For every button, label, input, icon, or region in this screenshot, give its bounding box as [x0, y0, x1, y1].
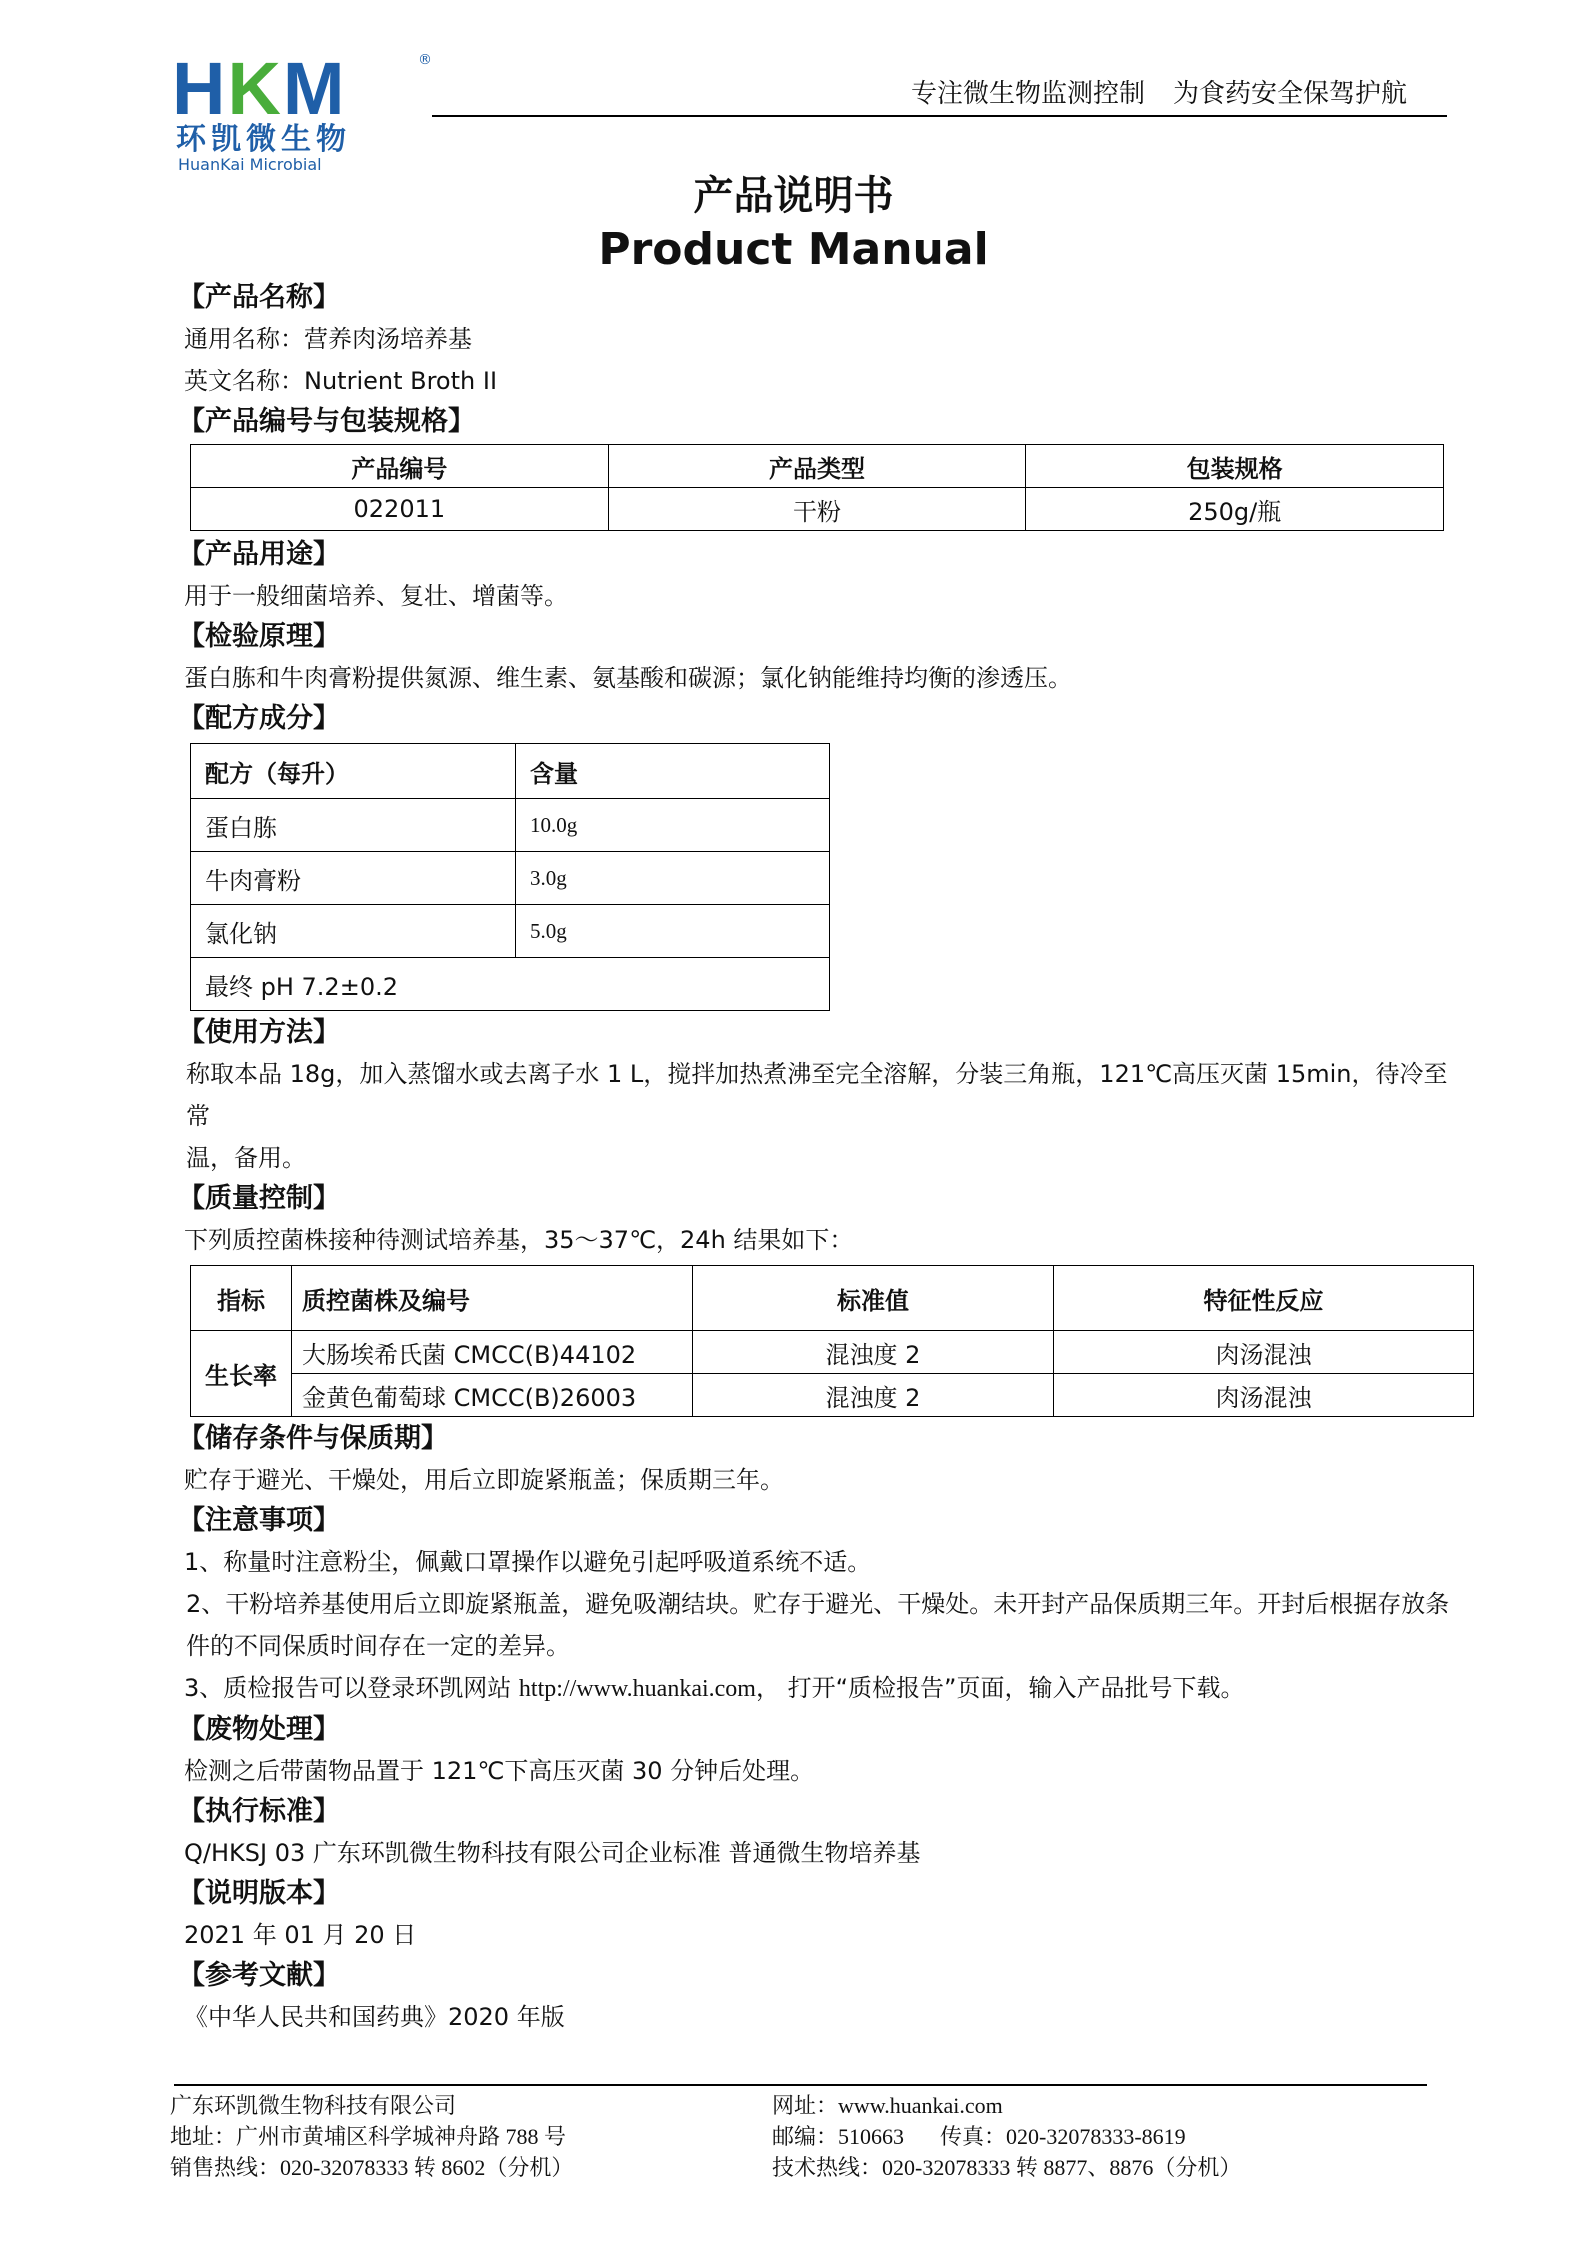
- section-heading-notes: 【注意事项】: [178, 1505, 340, 1536]
- logo-english-name: HuanKai Microbial: [178, 155, 322, 174]
- footer-contact-row: [772, 2121, 1241, 2152]
- section-heading-disposal: 【废物处理】: [178, 1714, 340, 1745]
- page-title-english: Product Manual: [598, 224, 989, 275]
- ingredient-cell: 蛋白胨: [191, 799, 516, 852]
- qc-table: [190, 1265, 1474, 1417]
- header-divider: [432, 115, 1447, 117]
- storage-text: 贮存于避光、干燥处，用后立即旋紧瓶盖；保质期三年。: [184, 1466, 784, 1494]
- note-2-line-2: 件的不同保质时间存在一定的差异。: [186, 1632, 570, 1660]
- logo-chinese-name: 环凯微生物: [176, 122, 351, 157]
- footer-left: [170, 2090, 573, 2183]
- note-1: 1、称量时注意粉尘，佩戴口罩操作以避免引起呼吸道系统不适。: [184, 1548, 872, 1576]
- footer-fax: 传真：020-32078333-8619: [940, 2124, 1186, 2149]
- usage-text: 用于一般细菌培养、复壮、增菌等。: [184, 582, 568, 610]
- spec-table: [190, 444, 1444, 531]
- slogan-part-1: 专注微生物监测控制: [910, 79, 1145, 109]
- note-3-suffix: ， 打开“质检报告”页面，输入产品批号下载。: [755, 1674, 1245, 1702]
- footer-divider: [174, 2084, 1427, 2086]
- ingredient-cell: 牛肉膏粉: [191, 852, 516, 905]
- standard-value-cell: 混浊度 2: [693, 1331, 1054, 1374]
- note-3-prefix: 3、质检报告可以登录环凯网站: [184, 1674, 519, 1702]
- amount-cell: 10.0g: [516, 799, 830, 852]
- table-header-cell: 质控菌株及编号: [292, 1266, 693, 1331]
- footer-right: [772, 2090, 1241, 2183]
- amount-cell: 3.0g: [516, 852, 830, 905]
- note-2-line-1: 2、干粉培养基使用后立即旋紧瓶盖，避免吸潮结块。贮存于避光、干燥处。未开封产品保质期三年。开封后根据存放条: [186, 1590, 1450, 1618]
- method-text: [178, 1053, 1456, 1179]
- table-row: [191, 1331, 1474, 1374]
- company-logo: [172, 47, 432, 174]
- slogan: [911, 78, 1407, 110]
- table-header-cell: 包装规格: [1026, 445, 1444, 488]
- standard-value-cell: 混浊度 2: [693, 1374, 1054, 1417]
- section-heading-spec: 【产品编号与包装规格】: [178, 406, 475, 437]
- product-code-cell: 022011: [191, 488, 609, 531]
- final-ph-cell: 最终 pH 7.2±0.2: [191, 958, 830, 1011]
- references-text: 《中华人民共和国药典》2020 年版: [184, 2003, 565, 2031]
- section-heading-standard: 【执行标准】: [178, 1796, 340, 1827]
- table-header-cell: 产品编号: [191, 445, 609, 488]
- english-name: 英文名称：Nutrient Broth II: [184, 367, 498, 395]
- section-heading-version: 【说明版本】: [178, 1878, 340, 1909]
- section-heading-references: 【参考文献】: [178, 1960, 340, 1991]
- table-row: [191, 799, 830, 852]
- formula-table: [190, 743, 830, 1011]
- ingredient-cell: 氯化钠: [191, 905, 516, 958]
- table-header-cell: 产品类型: [608, 445, 1026, 488]
- logo-mark: [172, 47, 347, 130]
- principle-text: 蛋白胨和牛肉膏粉提供氮源、维生素、氨基酸和碳源；氯化钠能维持均衡的渗透压。: [184, 664, 1072, 692]
- table-row: [191, 488, 1444, 531]
- table-row: [191, 852, 830, 905]
- version-text: 2021 年 01 月 20 日: [184, 1921, 417, 1949]
- footer-website[interactable]: 网址：www.huankai.com: [772, 2093, 1003, 2118]
- reaction-cell: 肉汤混浊: [1054, 1374, 1474, 1417]
- strain-cell: 大肠埃希氏菌 CMCC(B)44102: [292, 1331, 693, 1374]
- section-heading-product-name: 【产品名称】: [178, 282, 340, 313]
- slogan-part-2: 为食药安全保驾护航: [1172, 79, 1407, 109]
- page-title-chinese: 产品说明书: [693, 173, 894, 219]
- footer-postcode: 邮编：510663: [772, 2124, 905, 2149]
- table-header-cell: 特征性反应: [1054, 1266, 1474, 1331]
- registered-mark: ®: [418, 52, 432, 68]
- table-header-row: [191, 445, 1444, 488]
- qc-intro: 下列质控菌株接种待测试培养基，35～37℃，24h 结果如下：: [184, 1226, 854, 1254]
- table-header-row: [191, 744, 830, 799]
- table-row: [191, 1374, 1474, 1417]
- section-heading-qc: 【质量控制】: [178, 1183, 340, 1214]
- table-header-cell: 含量: [516, 744, 830, 799]
- section-heading-method: 【使用方法】: [178, 1017, 340, 1048]
- footer-address: 地址：广州市黄埔区科学城神舟路 788 号: [170, 2124, 567, 2149]
- section-heading-storage: 【储存条件与保质期】: [178, 1423, 448, 1454]
- footer-sales-hotline: 销售热线：020-32078333 转 8602（分机）: [170, 2155, 574, 2180]
- strain-cell: 金黄色葡萄球 CMCC(B)26003: [292, 1374, 693, 1417]
- indicator-cell: 生长率: [191, 1331, 292, 1417]
- note-2: [178, 1583, 1456, 1667]
- method-line-1: 称取本品 18g，加入蒸馏水或去离子水 1 L，搅拌加热煮沸至完全溶解，分装三角瓶，121℃高压灭菌 15min，待冷至常: [186, 1060, 1448, 1130]
- reaction-cell: 肉汤混浊: [1054, 1331, 1474, 1374]
- table-header-cell: 配方（每升）: [191, 744, 516, 799]
- table-row: [191, 958, 830, 1011]
- logo-mark-text: HKM: [172, 47, 347, 130]
- section-heading-formula: 【配方成分】: [178, 703, 340, 734]
- table-header-cell: 标准值: [693, 1266, 1054, 1331]
- table-row: [191, 905, 830, 958]
- method-line-2: 温，备用。: [186, 1144, 306, 1172]
- table-header-cell: 指标: [191, 1266, 292, 1331]
- disposal-text: 检测之后带菌物品置于 121℃下高压灭菌 30 分钟后处理。: [184, 1757, 815, 1785]
- section-heading-usage: 【产品用途】: [178, 539, 340, 570]
- standard-text: Q/HKSJ 03 广东环凯微生物科技有限公司企业标准 普通微生物培养基: [184, 1839, 921, 1867]
- note-3: [178, 1667, 1456, 1710]
- section-heading-principle: 【检验原理】: [178, 621, 340, 652]
- footer-tech-hotline: 技术热线：020-32078333 转 8877、8876（分机）: [772, 2155, 1242, 2180]
- product-type-cell: 干粉: [608, 488, 1026, 531]
- package-size-cell: 250g/瓶: [1026, 488, 1444, 531]
- common-name: 通用名称：营养肉汤培养基: [184, 325, 472, 353]
- footer-company: 广东环凯微生物科技有限公司: [170, 2093, 457, 2118]
- manual-content: [178, 278, 1456, 2038]
- table-header-row: [191, 1266, 1474, 1331]
- amount-cell: 5.0g: [516, 905, 830, 958]
- website-link[interactable]: http://www.huankai.com: [518, 1676, 756, 1702]
